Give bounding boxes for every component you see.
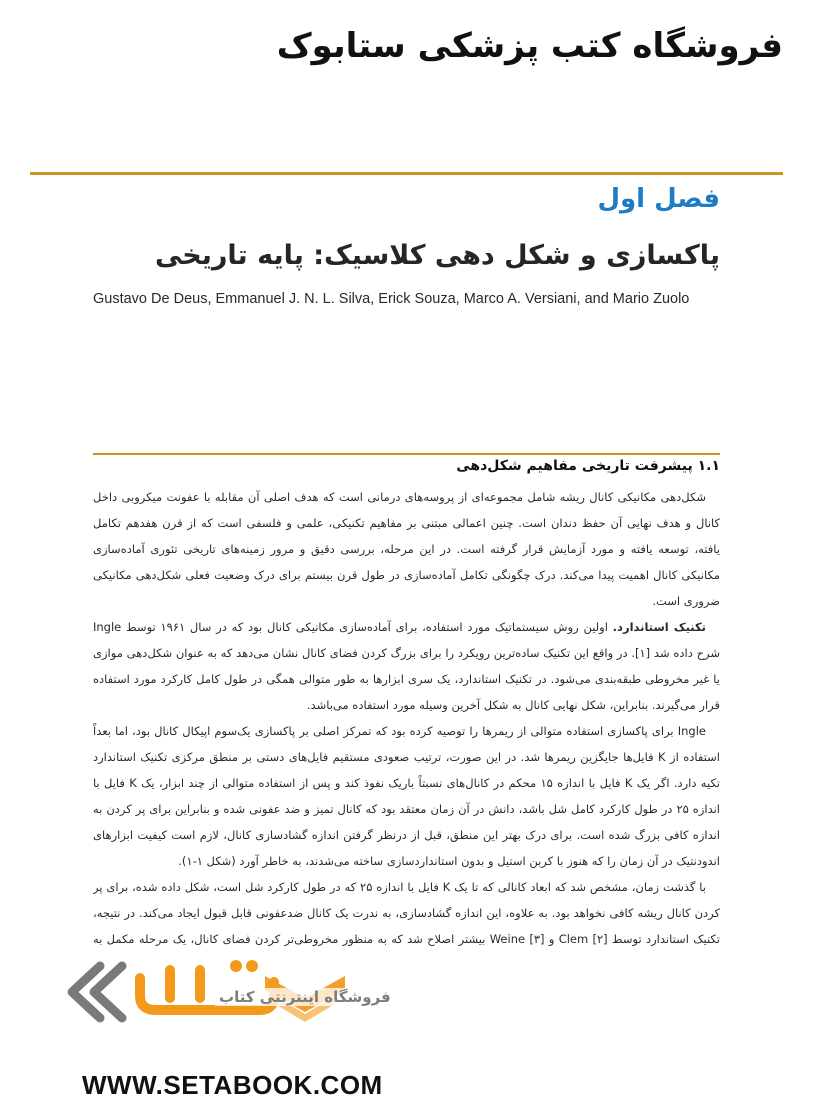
paragraph-text: اولین روش سیستماتیک مورد استفاده، برای آماده‌سازی مکانیکی کانال بود که در سال ۱۹۶۱ توسط Ingle شرح داده شد [۱]. در واقع این تکنیک ساده‌ترین رویکرد را برای بزرگ کردن فضای کانال نشان می‌دهد که به عنوان شکل‌دهی موازی یا غیر مخروطی طبقه‌بندی می‌شود. در تکنیک استاندارد، یک سری ابزارها به طور متوالی همگی در طول کامل کارکرد مورد استفاده قرار می‌گیرند. بنابراین، شکل نهایی کانال به شکل آخرین وسیله مورد استفاده می‌باشد. <box>93 620 720 712</box>
store-title: فروشگاه کتب پزشکی ستابوک <box>276 26 783 66</box>
chapter-title: پاکسازی و شکل دهی کلاسیک: پایه تاریخی <box>154 240 720 271</box>
paragraph-lead: تکنیک استاندارد. <box>612 620 706 634</box>
section-heading: ۱.۱ پیشرفت تاریخی مفاهیم شکل‌دهی <box>456 458 720 474</box>
chapter-label: فصل اول <box>597 184 720 214</box>
paragraph-text: شکل‌دهی مکانیکی کانال ریشه شامل مجموعه‌ای از پروسه‌های درمانی است که هدف اصلی آن مقابله با عفونت میکروبی داخل کانال و هدف نهایی آن حفظ دندان است. چنین اعمالی مبتنی بر مفاهیم تکنیکی، علمی و فلسفی است که از قرن هفدهم تکامل یافته، توسعه یافته و مورد آزمایش قرار گرفته است. در این مرحله، بررسی دقیق و مرور زمینه‌های تاریخی تئوری آماده‌سازی مکانیکی کانال اهمیت پیدا می‌کند. درک چگونگی تکامل آماده‌سازی در طول قرن بیستم برای درک وضعیت فعلی شکل‌دهی مکانیکی ضروری است. <box>93 490 720 608</box>
paragraph <box>93 718 720 874</box>
logo-brand-text: فروشگاه اینترنتی کتاب <box>215 988 395 1006</box>
paragraph-text: با گذشت زمان، مشخص شد که ابعاد کانالی که تا یک K فایل با اندازه ۲۵ که در طول کارکرد شل است، شکل داده شده، برای پر کردن کانال ریشه کافی نخواهد بود. به علاوه، این اندازه گشادسازی، به ندرت یک کانال ضدعفونی قابل قبول ایجاد می‌کند. در نتیجه، تکنیک استاندارد توسط Clem [۲] و Weine [۳] بیشتر اصلاح شد که به منظور مخروطی‌تر کردن فضای کانال، یک مرحله مکمل به <box>93 880 720 946</box>
paragraph <box>93 484 720 614</box>
section-divider <box>93 453 720 455</box>
setabook-watermark-logo <box>60 948 740 1058</box>
paragraph <box>93 614 720 718</box>
body-text <box>93 484 720 954</box>
chapter-divider <box>30 172 783 175</box>
setabook-logo-icon <box>60 948 740 1058</box>
chapter-authors: Gustavo De Deus, Emmanuel J. N. L. Silva, Erick Souza, Marco A. Versiani, and Mario Zuolo <box>93 291 690 307</box>
site-url: WWW.SETABOOK.COM <box>82 1070 383 1100</box>
paragraph-text: Ingle برای پاکسازی استفاده متوالی از ریمرها را توصیه کرده بود که تمرکز اصلی بر پاکسازی یک‌سوم اپیکال کانال بود، اما بعداً استفاده از K فایل‌ها جایگزین ریمرها شد. در این صورت، ترتیب صعودی مستقیم فایل‌های دستی بر منطق مرکزی تکنیک استاندارد تکیه دارد. اگر یک K فایل با اندازه ۱۵ محکم در کانال‌های نسبتاً باریک نفوذ کند و پس از استفاده متوالی از چند ابزار، یک K فایل با اندازه ۲۵ در طول کارکرد کامل شل باشد، دانش در آن زمان معتقد بود که کانال تمیز و ضد عفونی شده و بنابراین برای پر کردن به اندازه کافی بزرگ شده است. برای درک بهتر این منطق، قبل از درنظر گرفتن اندازه گشادسازی کانال، لازم است کیفیت ابزارهای اندودنتیک در آن زمان را که هنوز با کربن استیل و بدون استانداردسازی ساخته می‌شدند، به خاطر آورد (شکل ۱-۱). <box>93 724 720 868</box>
paragraph <box>93 874 720 954</box>
